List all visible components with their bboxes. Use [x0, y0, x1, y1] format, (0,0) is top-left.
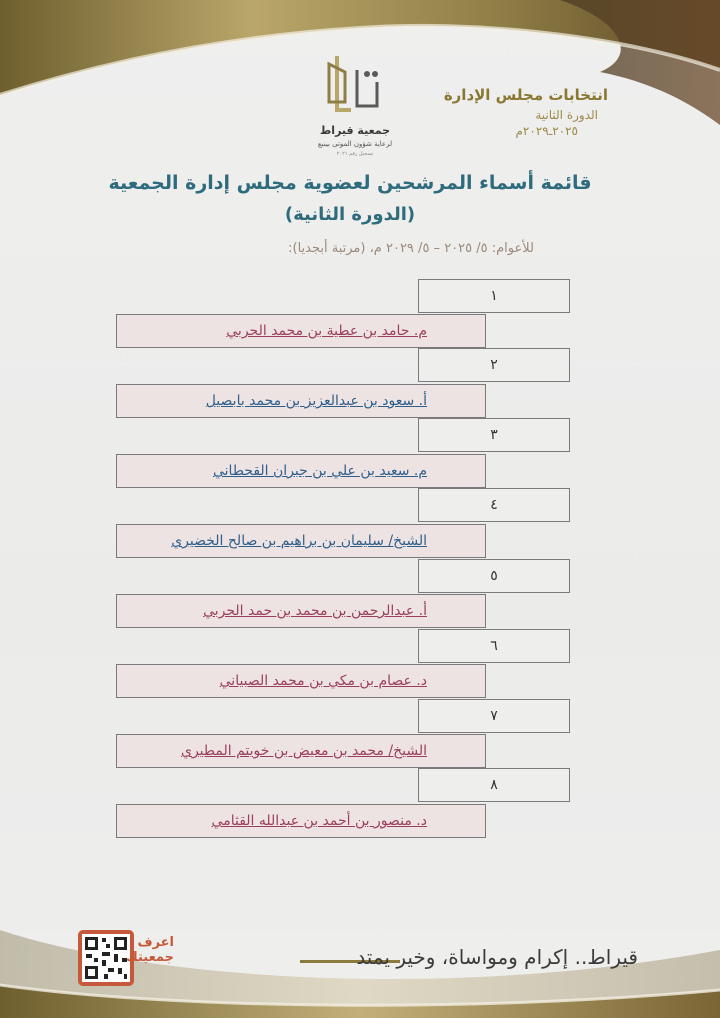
candidate-number: ٧	[418, 699, 570, 733]
election-session: الدورة الثانية	[535, 108, 598, 122]
candidate-name: أ. عبدالرحمن بن محمد بن حمد الحربي	[116, 594, 486, 628]
qr-label	[125, 935, 174, 965]
qr-label-line1: اعرف	[137, 935, 174, 950]
logo-name: جمعية قيراط	[319, 124, 391, 137]
logo-registration: تسجيل رقم ٢٠٢١	[336, 151, 374, 157]
candidate-name: م. حامد بن عطية بن محمد الحربي	[116, 314, 486, 348]
election-years: ٢٠٢٥ـ٢٠٢٩م	[515, 124, 578, 138]
logo	[300, 52, 410, 162]
years-line: للأعوام: ٥/ ٢٠٢٥ – ٥/ ٢٠٢٩ م، (مرتبة أبجديا):	[288, 241, 534, 256]
candidate-name: أ. سعود بن عبدالعزيز بن محمد بابصيل	[116, 384, 486, 418]
candidate-name: د. عصام بن مكي بن محمد الصبياني	[116, 664, 486, 698]
page-title: قائمة أسماء المرشحين لعضوية مجلس إدارة الجمعية	[108, 172, 592, 194]
candidate-number: ١	[418, 279, 570, 313]
candidate-name: د. منصور بن أحمد بن عبدالله القثامي	[116, 804, 486, 838]
election-title: انتخابات مجلس الإدارة	[443, 86, 608, 104]
footer-slogan: قيراط.. إكرام ومواساة، وخير يمتد	[356, 945, 638, 969]
candidate-name: م. سعيد بن علي بن جبران القحطاني	[116, 454, 486, 488]
page-subtitle: (الدورة الثانية)	[284, 204, 416, 225]
candidate-name: الشيخ/ محمد بن معيض بن خويتم المطيري	[116, 734, 486, 768]
candidate-number: ٣	[418, 418, 570, 452]
candidate-number: ٤	[418, 488, 570, 522]
candidate-name: الشيخ/ سليمان بن براهيم بن صالح الخضيري	[116, 524, 486, 558]
candidate-number: ٥	[418, 559, 570, 593]
qr-label-line2: جمعيتك	[125, 950, 174, 965]
logo-mark-icon	[315, 52, 395, 118]
logo-subtitle: لرعاية شؤون الموتى بينبع	[317, 140, 393, 148]
candidate-number: ٨	[418, 768, 570, 802]
candidate-number: ٢	[418, 348, 570, 382]
election-info	[408, 86, 608, 138]
candidate-number: ٦	[418, 629, 570, 663]
